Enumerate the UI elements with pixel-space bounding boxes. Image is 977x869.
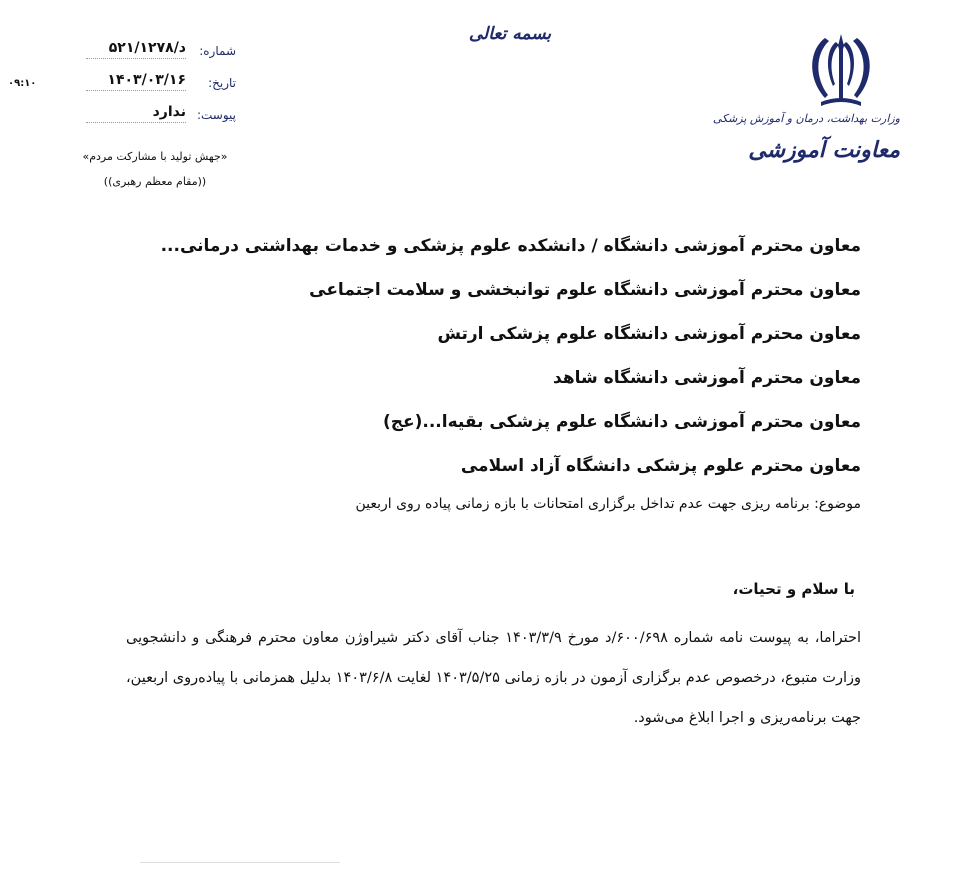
recipients-list bbox=[141, 232, 861, 496]
letter-subject: موضوع: برنامه ریزی جهت عدم تداخل برگزاری امتحانات با بازه زمانی پیاده روی اربعین bbox=[355, 496, 861, 512]
bismillah-heading: بسمه تعالی bbox=[468, 24, 552, 44]
attachment-label: پیوست: bbox=[196, 108, 236, 122]
date-label: تاریخ: bbox=[208, 76, 236, 90]
date-value: ۱۴۰۳/۰۳/۱۶ bbox=[86, 72, 186, 91]
time-stamp: ۰۹:۱۰ bbox=[8, 78, 37, 89]
recipient-line: معاون محترم آموزشی دانشگاه / دانشکده علوم پزشکی و خدمات بهداشتی درمانی... bbox=[160, 236, 861, 256]
recipient-line: معاون محترم آموزشی دانشگاه علوم توانبخشی و سلامت اجتماعی bbox=[309, 280, 861, 300]
letter-body: احتراما، به پیوست نامه شماره ۶۰۰/۶۹۸/د مورخ ۱۴۰۳/۳/۹ جناب آقای دکتر شیراوژن معاون محترم فرهنگی و دانشجویی وزارت متبوع، درخصوص عدم برگزاری آزمون در بازه زمانی ۱۴۰۳/۵/۲۵ لغایت ۱۴۰۳/۶/۸ بدلیل همزمانی با پیاده‌روی اربعین، جهت برنامه‌ریزی و اجرا ابلاغ می‌شود. bbox=[126, 630, 861, 726]
recipient-line: معاون محترم آموزشی دانشگاه علوم پزشکی ارتش bbox=[437, 324, 861, 344]
number-value: د/۵۲۱/۱۲۷۸ bbox=[86, 40, 186, 59]
recipient-line: معاون محترم علوم پزشکی دانشگاه آزاد اسلامی bbox=[460, 456, 861, 476]
recipient-line: معاون محترم آموزشی دانشگاه شاهد bbox=[553, 368, 861, 388]
letter-greeting: با سلام و تحیات، bbox=[732, 580, 855, 598]
slogan-line: «جهش تولید با مشارکت مردم» bbox=[82, 150, 228, 163]
attachment-value: ندارد bbox=[86, 104, 186, 123]
ministry-name: وزارت بهداشت، درمان و آموزش پزشکی bbox=[712, 112, 900, 125]
deputy-name: معاونت آموزشی bbox=[748, 138, 900, 163]
number-label: شماره: bbox=[199, 44, 236, 58]
slogan-attribution: ((مقام معظم رهبری)) bbox=[103, 175, 207, 188]
footer-divider bbox=[140, 862, 340, 863]
recipient-line: معاون محترم آموزشی دانشگاه علوم پزشکی بقیه‌ا...(عج) bbox=[382, 412, 861, 432]
ministry-emblem-logo bbox=[795, 28, 887, 110]
